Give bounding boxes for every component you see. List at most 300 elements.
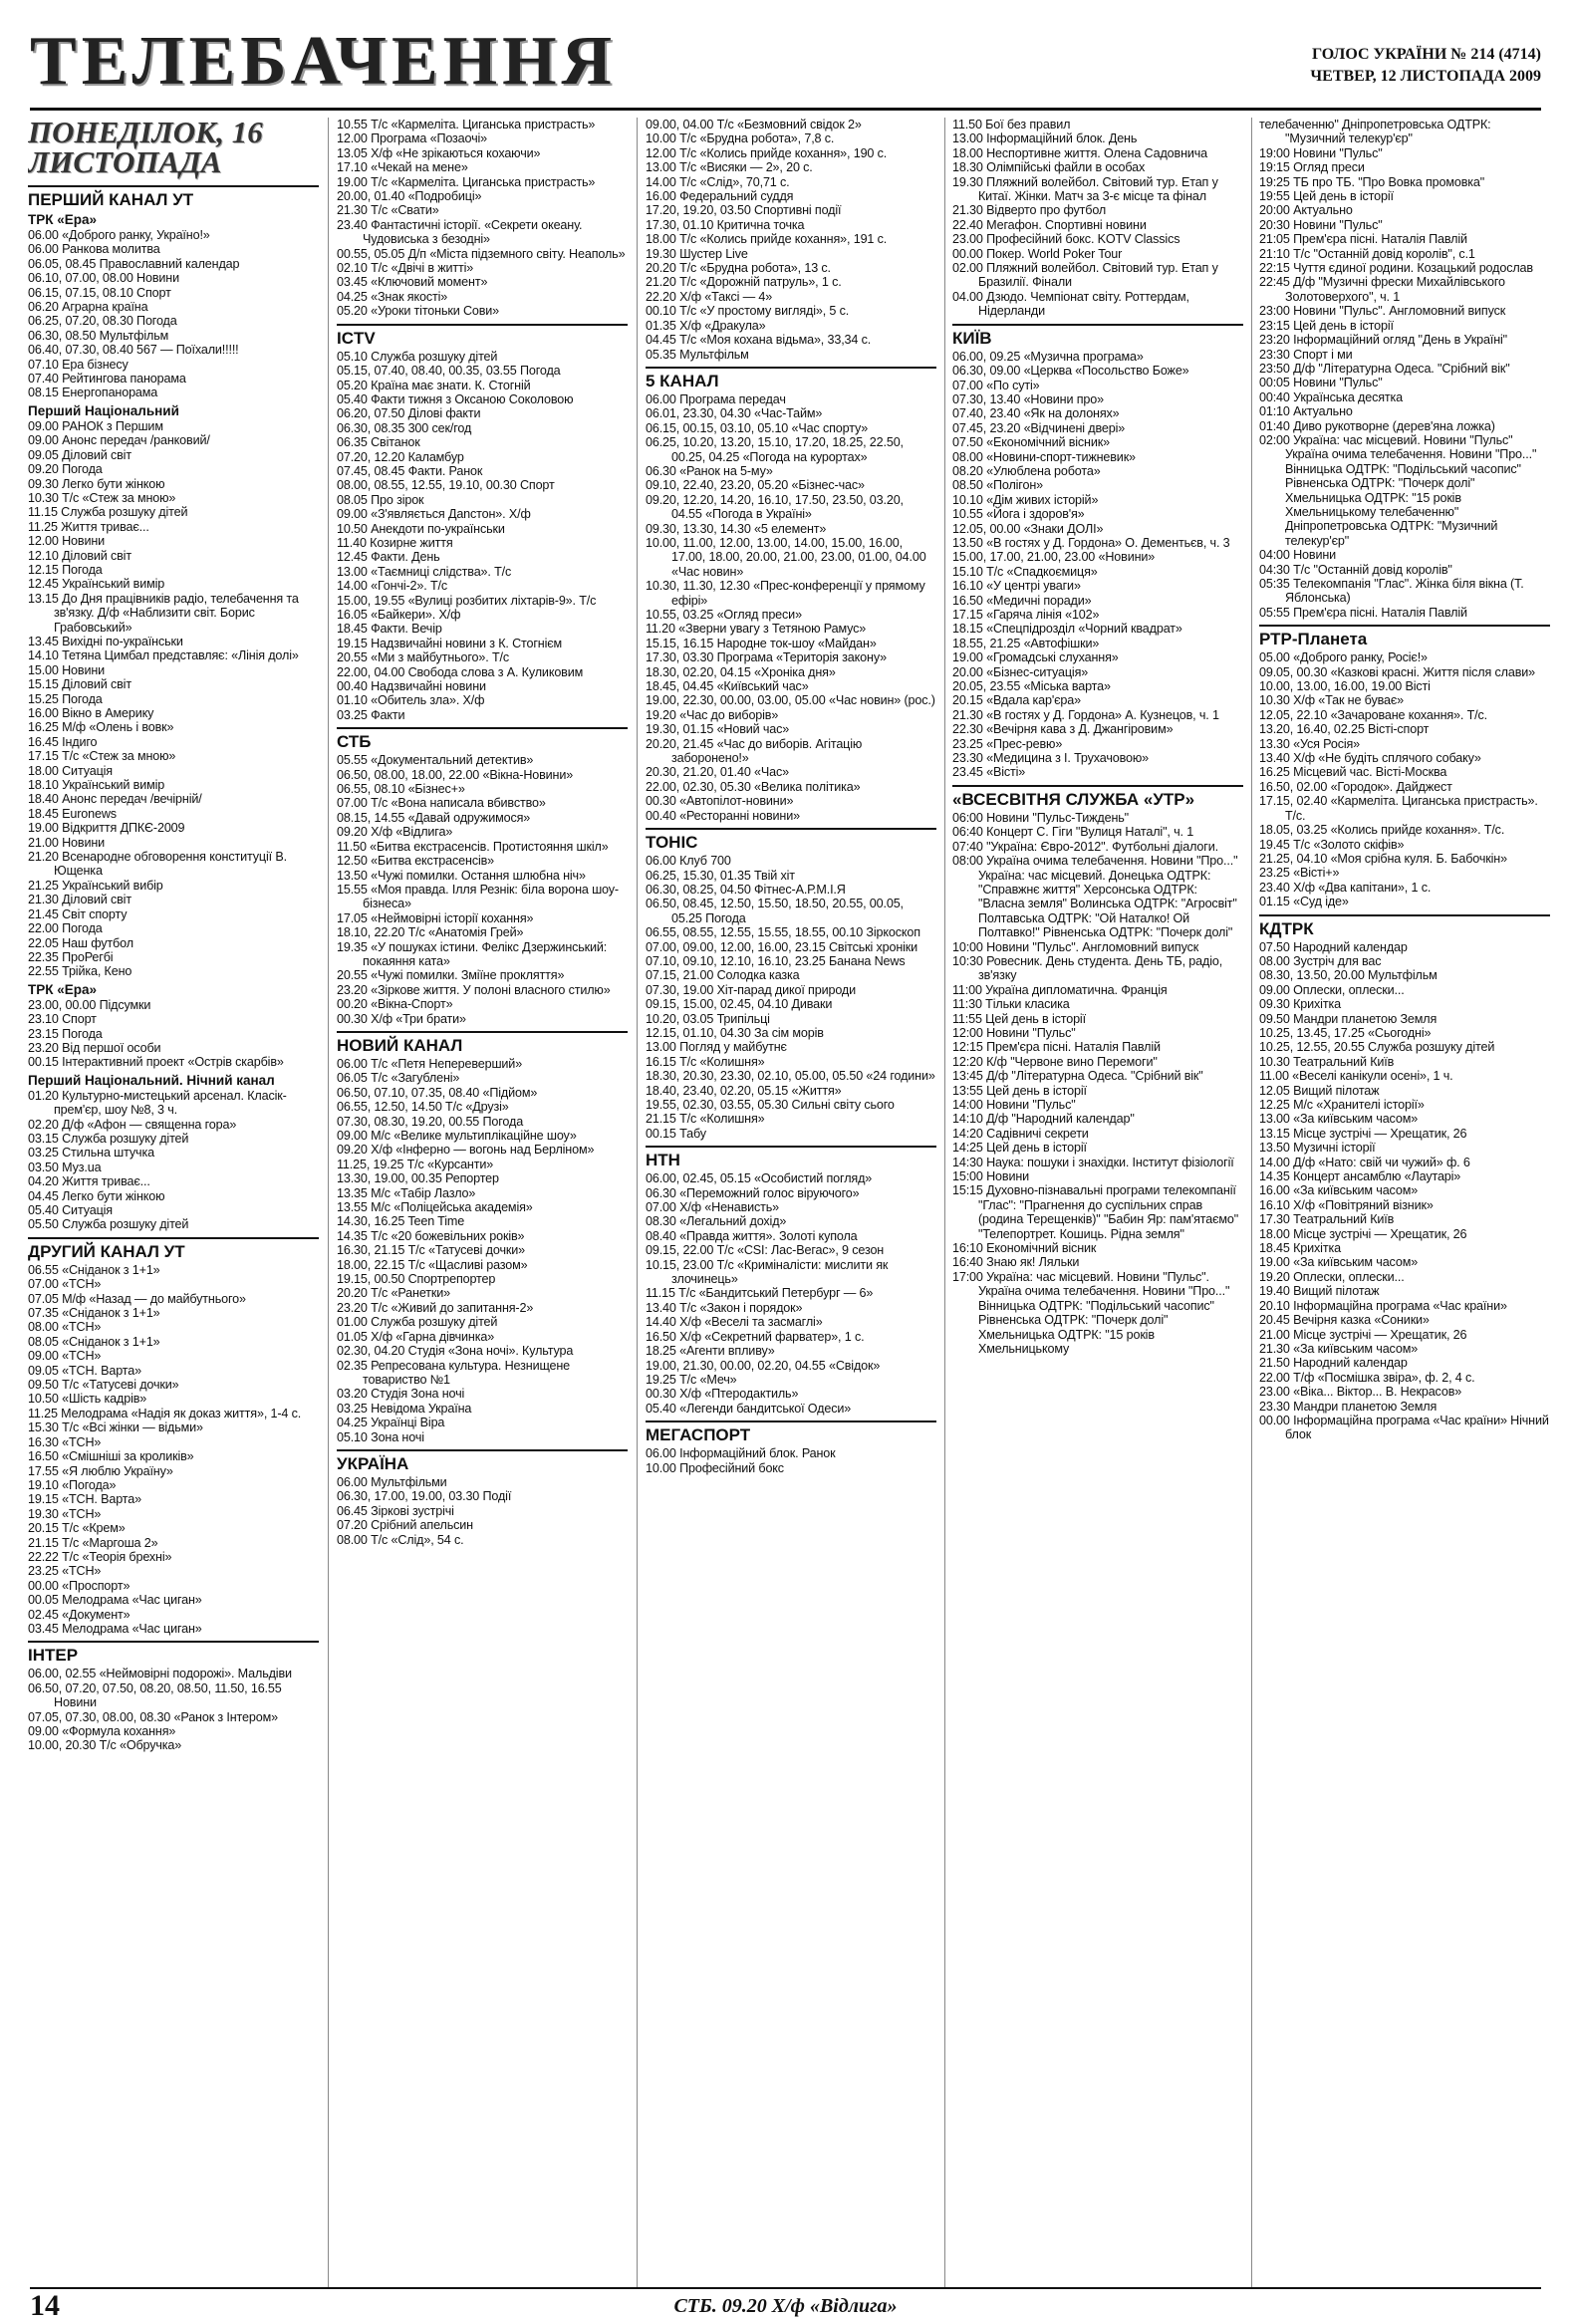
program-entry: 09.10, 22.40, 23.20, 05.20 «Бізнес-час» [646, 478, 865, 493]
program-entry: 14:30 Наука: пошуки і знахідки. Інститут фізіології [952, 1155, 1234, 1169]
program-entry: 21.30 Відверто про футбол [952, 203, 1107, 218]
program-entry: 10:30 Ровесник. День студента. День ТБ, радіо, зв'язку [952, 953, 1223, 983]
channel-heading: УКРАЇНА [337, 1449, 628, 1473]
program-entry: 11.00 «Веселі канікули осені», 1 ч. [1259, 1069, 1453, 1084]
program-entry: 07.20, 12.20 Каламбур [337, 449, 464, 464]
program-entry: 01.15 «Суд іде» [1259, 895, 1349, 909]
program-entry: 12.05 Вищий пілотаж [1259, 1083, 1380, 1098]
program-entry: 06.50, 07.10, 07.35, 08.40 «Підйом» [337, 1085, 538, 1100]
program-entry: 00.20 «Вікна-Спорт» [337, 997, 453, 1012]
program-entry: 20.55 «Ми з майбутнього». Т/с [337, 650, 509, 665]
program-entry: 23.20 «Зіркове життя. У полоні власного стилю» [337, 982, 611, 997]
program-entry: 22.35 ПроРегбі [28, 949, 114, 964]
program-entry: 06:40 Концерт С. Гіги "Вулиця Наталі", ч. 1 [952, 825, 1194, 840]
program-entry: 06.30, 08.50 Мультфільм [28, 328, 169, 343]
program-entry: 15:00 Новини [952, 1169, 1030, 1184]
program-entry: 17.30, 03.30 Програма «Територія закону» [646, 650, 887, 665]
program-entry: 15.10 Т/с «Спадкоємиця» [952, 564, 1098, 579]
program-entry: 06.50, 07.20, 07.50, 08.20, 08.50, 11.50, 16.55 Новини [28, 1680, 282, 1710]
program-entry: 19.55, 02.30, 03.55, 05.30 Сильні світу сього [646, 1098, 895, 1112]
program-entry: 07.00 Х/ф «Ненависть» [646, 1200, 780, 1215]
program-entry: 09.05 «ТСН. Варта» [28, 1363, 141, 1378]
program-entry: 16.00 Вікно в Америку [28, 706, 154, 720]
program-entry: 06.25, 07.20, 08.30 Погода [28, 314, 177, 329]
program-entry: 16.25 Місцевий час. Вісті-Москва [1259, 765, 1447, 780]
program-entry: 02.20 Д/ф «Афон — священна гора» [28, 1117, 237, 1132]
program-entry: 03.20 Студія Зона ночі [337, 1387, 465, 1402]
program-entry: 17.10 «Чекай на мене» [337, 160, 468, 175]
channel-heading: РТР-Планета [1259, 625, 1550, 648]
program-entry: 07.05 М/ф «Назад — до майбутнього» [28, 1291, 246, 1306]
program-entry: 00.00 Покер. World Poker Tour [952, 246, 1123, 261]
program-entry: 10.50 Анекдоти по-українськи [337, 521, 505, 536]
program-entry: 00.00 Інформаційна програма «Час країни» Нічний блок [1259, 1413, 1549, 1442]
program-entry: 06.50, 08.45, 12.50, 15.50, 18.50, 20.55, 00.05, 05.25 Погода [646, 897, 904, 925]
program-entry: 02.30, 04.20 Студія «Зона ночі». Культура [337, 1344, 574, 1359]
program-entry: 08:00 Україна очима телебачення. Новини "Про..." Україна: час місцевий. Донецька ОДТРК: "Справжнє життя" Херсонська ОДТРК: "Власна земля" Волинська ОДТРК: "Агросвіт" Полтавська ОДТРК: "Ой Наталко! Ой Полтавко!" Рівненська ОДТРК: "Почерк долі" [952, 854, 1238, 940]
program-entry: 09.30, 13.30, 14.30 «5 елемент» [646, 521, 827, 536]
program-entry: 21.50 Народний календар [1259, 1356, 1408, 1371]
program-entry: 14:20 Садівничі секрети [952, 1126, 1089, 1141]
program-entry: 07.00 Т/с «Вона написала вбивство» [337, 796, 546, 811]
program-entry: 23.25 «Прес-ревю» [952, 736, 1063, 751]
program-entry: 22.05 Наш футбол [28, 935, 133, 950]
channel-heading: КДТРК [1259, 914, 1550, 938]
program-entry: 10.30 Х/ф «Так не буває» [1259, 693, 1404, 708]
program-entry: 20.20, 21.45 «Час до виборів. Агітацію заборонено!» [646, 736, 863, 766]
program-entry: 03.45 Мелодрама «Час циган» [28, 1621, 202, 1636]
program-entry: 07.50 Народний календар [1259, 939, 1408, 954]
program-entry: 22.00 Погода [28, 921, 103, 936]
program-entry: 05.15, 07.40, 08.40, 00.35, 03.55 Погода [337, 364, 561, 379]
program-entry: 04.25 Українці Віра [337, 1416, 445, 1430]
program-entry: 22.55 Трійка, Кено [28, 964, 132, 979]
program-entry: 18.40 Анонс передач /вечірній/ [28, 792, 202, 807]
program-entry: 07:40 "Україна: Євро-2012". Футбольні діалоги. [952, 839, 1218, 854]
program-entry: 19:25 ТБ про ТБ. "Про Вовка промовка" [1259, 174, 1485, 189]
program-entry: 06.30, 08.25, 04.50 Фітнес-А.Р.М.І.Я [646, 882, 846, 897]
program-entry: 21.30 «В гостях у Д. Гордона» А. Кузнецов, ч. 1 [952, 707, 1219, 722]
program-entry: 06.25, 15.30, 01.35 Твій хіт [646, 868, 795, 883]
program-entry: 05:55 Прем'єра пісні. Наталія Павлій [1259, 605, 1467, 620]
program-entry: 23:15 Цей день в історії [1259, 318, 1394, 333]
program-entry: 08.40 «Правда життя». Золоті купола [646, 1228, 858, 1243]
program-entry: 09.50 Т/с «Татусеві дочки» [28, 1378, 179, 1393]
program-entry: 10.25, 13.45, 17.25 «Сьогодні» [1259, 1025, 1432, 1040]
program-entry: 06.30 «Переможний голос віруючого» [646, 1185, 860, 1200]
program-entry: 10.50 «Шість кадрів» [28, 1392, 147, 1407]
program-entry: 12.00 Т/с «Колись прийде кохання», 190 с. [646, 145, 888, 160]
program-entry: 18.30 Олімпійські файли в особах [952, 160, 1146, 175]
program-entry: 23.20 Від першої особи [28, 1040, 161, 1055]
program-entry: 00:40 Українська десятка [1259, 389, 1403, 404]
program-entry: 01:10 Актуально [1259, 404, 1353, 419]
program-entry: 20.00 «Бізнес-ситуація» [952, 664, 1089, 679]
program-entry: 13.20, 16.40, 02.25 Вісті-спорт [1259, 722, 1430, 737]
program-entry: 23.40 Х/ф «Два капітани», 1 с. [1259, 880, 1432, 895]
program-entry: 13:45 Д/ф "Літературна Одеса. "Срібний вік" [952, 1069, 1203, 1084]
program-entry: 19:15 Огляд преси [1259, 160, 1365, 175]
program-entry: 02.45 «Документ» [28, 1607, 131, 1622]
program-entry: 19.20 «Час до виборів» [646, 707, 779, 722]
program-entry: 15.55 «Моя правда. Ілля Резнік: біла ворона шоу-бізнеса» [337, 882, 619, 911]
program-entry: 07.05, 07.30, 08.00, 08.30 «Ранок з Інтером» [28, 1709, 278, 1724]
program-entry: 04.25 «Знак якості» [337, 289, 448, 304]
program-entry: 16.15 Т/с «Колишня» [646, 1054, 765, 1069]
program-entry: 13.40 Х/ф «Не будіть сплячого собаку» [1259, 751, 1481, 766]
program-entry: 18.05, 03.25 «Колись прийде кохання». Т/с. [1259, 823, 1505, 838]
program-entry: 04.20 Життя триває... [28, 1174, 150, 1189]
program-entry: 14.35 Концерт ансамблю «Лаутарі» [1259, 1169, 1461, 1184]
program-entry: 21.00 Місце зустрічі — Хрещатик, 26 [1259, 1327, 1467, 1342]
program-entry: 23.15 Погода [28, 1026, 103, 1041]
program-entry: 12.05, 22.10 «Зачароване кохання». Т/с. [1259, 707, 1487, 722]
program-entry: 20.15 «Вдала кар'єра» [952, 693, 1081, 708]
program-entry: 15.25 Погода [28, 691, 103, 706]
program-entry: 18.40, 23.40, 02.20, 05.15 «Життя» [646, 1083, 842, 1098]
program-entry: 07.40, 23.40 «Як на долонях» [952, 406, 1120, 421]
program-entry: 11.15 Служба розшуку дітей [28, 505, 188, 520]
program-entry: 17.30, 01.10 Критична точка [646, 217, 805, 232]
program-entry: 20.10 Інформаційна програма «Час країни» [1259, 1298, 1507, 1313]
program-entry: 06.15, 00.15, 03.10, 05.10 «Час спорту» [646, 420, 869, 435]
program-entry: 09.00 «З'являється Дanстон». Х/ф [337, 507, 531, 522]
program-entry: 00.15 Інтерактивний проект «Острів скарбів» [28, 1055, 284, 1070]
program-entry: 15.00, 17.00, 21.00, 23.00 «Новини» [952, 550, 1156, 565]
paper-issue: ГОЛОС УКРАЇНИ № 214 (4714) [1311, 46, 1541, 63]
program-entry: 13.00 «За київським часом» [1259, 1112, 1419, 1127]
program-entry: 06.30, 08.35 300 сек/год [337, 420, 472, 435]
program-entry: 18.00, 22.15 Т/с «Щасливі разом» [337, 1257, 528, 1272]
program-entry: 19.45 Т/с «Золото скіфів» [1259, 837, 1405, 852]
program-entry: 01.00 Служба розшуку дітей [337, 1315, 498, 1330]
page-number: 14 [30, 2289, 60, 2322]
program-entry: 00.05 Мелодрама «Час циган» [28, 1593, 202, 1608]
program-entry: 16.50, 02.00 «Городок». Дайджест [1259, 779, 1452, 794]
program-entry: 13.05 Х/ф «Не зрікаються кохаючи» [337, 145, 541, 160]
program-entry: 07.00, 09.00, 12.00, 16.00, 23.15 Світські хроніки [646, 939, 918, 954]
program-entry: 12.45 Український вимір [28, 577, 165, 592]
program-entry: 15.00, 19.55 «Вулиці розбитих ліхтарів-9». Т/с [337, 593, 597, 608]
footer-promo: СТБ. 09.20 Х/ф «Відлига» [673, 2295, 898, 2317]
program-entry: 08.05 Про зірок [337, 492, 424, 507]
program-entry: 11:30 Тільки класика [952, 997, 1070, 1012]
tv-listings [28, 118, 1549, 2289]
channel-heading: НОВИЙ КАНАЛ [337, 1031, 628, 1055]
program-entry: 18.00 Т/с «Колись прийде кохання», 191 с. [646, 232, 888, 247]
channel-subheading: ТРК «Ера» [28, 981, 98, 997]
program-entry: 13.45 Вихідні по-українськи [28, 634, 183, 648]
program-entry: 23:50 Д/ф "Літературна Одеса. "Срібний вік" [1259, 361, 1510, 376]
program-entry: 11:00 Україна дипломатична. Франція [952, 982, 1168, 997]
program-entry: 21.45 Світ спорту [28, 906, 128, 921]
channel-heading: СТБ [337, 727, 628, 751]
program-entry: 23.30 «Медицина з І. Трухачовою» [952, 751, 1150, 766]
program-entry: 02.10 Т/с «Двічі в житті» [337, 261, 474, 276]
program-entry: 02:00 Україна: час місцевий. Новини "Пульс" Україна очима телебачення. Новини "Про..." Вінницька ОДТРК: "Подільський часопис" Рівненська ОДТРК: "Почерк долі" Хмельницька ОДТРК: "15 років Хмельницькому телебаченню" Дніпропетровська ОДТРК: "Музичний телекур'єр" [1259, 432, 1537, 548]
program-entry: 23.00 Професійний бокс. KOTV Classics [952, 232, 1180, 247]
program-entry: 05.10 Зона ночі [337, 1429, 424, 1444]
program-entry: 04:00 Новини [1259, 548, 1337, 563]
program-entry: 19.00 «Громадські слухання» [952, 650, 1119, 665]
program-entry: 14:00 Новини "Пульс" [952, 1098, 1076, 1112]
listing-column-4 [952, 118, 1243, 2289]
program-entry: 17.15 «Гаряча лінія «102» [952, 608, 1100, 622]
program-entry: 16.05 «Байкери». Х/ф [337, 608, 461, 622]
program-entry: 07.30, 08.30, 19.20, 00.55 Погода [337, 1114, 524, 1129]
program-entry: 07.30, 19.00 Хіт-парад дикої природи [646, 982, 856, 997]
program-entry: 19.30 Шустер Live [646, 246, 748, 261]
program-entry: 14.00 Т/с «Слід», 70,71 с. [646, 174, 790, 189]
program-entry: 13:55 Цей день в історії [952, 1083, 1087, 1098]
program-entry: 18.00 Місце зустрічі — Хрещатик, 26 [1259, 1226, 1467, 1241]
program-entry: 19.00 «За київським часом» [1259, 1255, 1419, 1270]
program-entry: 06.20, 07.50 Ділові факти [337, 406, 481, 421]
program-entry: 18.25 «Агенти впливу» [646, 1344, 775, 1359]
program-entry: 13.15 До Дня працівників радіо, телебачення та зв'язку. Д/ф «Наблизити світ. Борис Грабовський» [28, 591, 299, 635]
program-entry: 04.45 Т/с «Моя кохана відьма», 33,34 с. [646, 333, 872, 348]
program-entry: 11.20 «Зверни увагу з Тетяною Рамус» [646, 622, 867, 637]
program-entry: 20.45 Вечірня казка «Соники» [1259, 1313, 1430, 1328]
program-entry: 09.20 Х/ф «Відлига» [337, 825, 453, 840]
program-entry: 21:10 Т/с "Останній довід королів", с.1 [1259, 246, 1475, 261]
program-entry: 13.50 Музичні історії [1259, 1141, 1376, 1156]
program-entry: 06.00, 02.45, 05.15 «Особистий погляд» [646, 1171, 873, 1186]
program-entry: 21.00 Новини [28, 835, 106, 850]
program-entry: 22.30 «Вечірня кава з Д. Джангіровим» [952, 722, 1174, 737]
program-entry: 06.40, 07.30, 08.40 567 — Поїхали!!!!! [28, 343, 239, 358]
program-entry: 09.05 Діловий світ [28, 447, 131, 462]
program-entry: 21:05 Прем'єра пісні. Наталія Павлій [1259, 232, 1467, 247]
section-title: ТЕЛЕБАЧЕННЯ [30, 23, 618, 100]
channel-subheading: Перший Національний. Нічний канал [28, 1072, 275, 1088]
program-entry: 00.10 Т/с «У пpостому вигляді», 5 с. [646, 304, 850, 319]
program-entry: 06.15, 07.15, 08.10 Спорт [28, 285, 171, 300]
program-entry: 14.40 Х/ф «Веселі та засмаглі» [646, 1315, 823, 1330]
listing-column-5 [1259, 118, 1550, 2289]
program-entry: 12.50 «Битва екстрасенсів» [337, 854, 495, 869]
program-entry: 19.10 «Погода» [28, 1477, 117, 1492]
program-entry: 18.00 Неспортивне життя. Олена Садовнича [952, 145, 1208, 160]
program-entry: 20.20 Т/с «Ранетки» [337, 1286, 450, 1301]
listing-column-1 [28, 118, 319, 2289]
program-entry: 09.00 РАНОК з Першим [28, 418, 163, 433]
program-entry: телебаченню" Дніпропетровська ОДТРК: "Музичний телекур'єр" [1259, 118, 1491, 146]
program-entry: 06.30, 09.00 «Церква «Посольство Боже» [952, 364, 1189, 379]
program-entry: 08.05 «Сніданок з 1+1» [28, 1334, 160, 1349]
channel-heading: ICTV [337, 324, 628, 348]
program-entry: 09.00 «Формула кохання» [28, 1724, 176, 1738]
program-entry: 06.00 Ранкова молитва [28, 242, 160, 257]
program-entry: 04.00 Дзюдо. Чемпіонат світу. Роттердам, Нідерланди [952, 289, 1189, 319]
program-entry: 06.30, 17.00, 19.00, 03.30 Події [337, 1489, 512, 1504]
program-entry: 09.30 Легко бути жінкою [28, 476, 165, 491]
program-entry: 00.30 Х/ф «Три брати» [337, 1011, 466, 1026]
program-entry: 00.00 «Проспорт» [28, 1578, 131, 1593]
program-entry: 11.15 Т/с «Бандитський Петербург — 6» [646, 1286, 874, 1301]
program-entry: 06.55, 08.10 «Бізнес+» [337, 782, 465, 797]
program-entry: 08.00, 08.55, 12.55, 19.10, 00.30 Спорт [337, 478, 555, 493]
program-entry: 13.00 «Таємниці слідства». Т/с [337, 564, 512, 579]
program-entry: 22.20 Х/ф «Таксі — 4» [646, 289, 773, 304]
channel-heading: ТОНІС [646, 828, 936, 852]
program-entry: 12:00 Новини "Пульс" [952, 1025, 1076, 1040]
footer-rule [30, 2287, 1541, 2289]
program-entry: 18.30, 20.30, 23.30, 02.10, 05.00, 05.50 «24 години» [646, 1069, 935, 1084]
program-entry: 12.00 Новини [28, 534, 106, 549]
program-entry: 19:00 Новини "Пульс" [1259, 145, 1383, 160]
program-entry: 13.50 «Чужі помилки. Остання шлюбна ніч» [337, 868, 586, 883]
program-entry: 07.45, 23.20 «Відчинені двері» [952, 420, 1126, 435]
program-entry: 12.25 М/с «Хранителі історії» [1259, 1098, 1425, 1112]
program-entry: 23.45 «Вісті» [952, 765, 1026, 780]
program-entry: 07.40 Рейтингова панорама [28, 372, 186, 387]
program-entry: 13.40 Т/с «Закон і порядок» [646, 1300, 803, 1315]
program-entry: 08.00 Т/с «Слід», 54 с. [337, 1532, 464, 1547]
program-entry: 13.35 М/с «Табір Лазло» [337, 1185, 476, 1200]
program-entry: 15.15 Діловий світ [28, 677, 131, 692]
program-entry: 19.15 «ТСН. Варта» [28, 1492, 141, 1507]
program-entry: 20.20 Т/с «Брудна робота», 13 с. [646, 261, 831, 276]
program-entry: 22.00 Т/ф «Посмішка звіра», ф. 2, 4 с. [1259, 1370, 1475, 1385]
program-entry: 22:15 Чуття єдиної родини. Козацький родослав [1259, 261, 1533, 276]
program-entry: 00.40 «Ресторанні новини» [646, 808, 800, 823]
program-entry: 19.20 Оплески, оплески... [1259, 1269, 1405, 1284]
channel-subheading: Перший Національний [28, 402, 179, 418]
program-entry: 08.30 «Легальний дохід» [646, 1214, 787, 1229]
program-entry: 18.10 Український вимір [28, 778, 165, 793]
program-entry: 09.00 М/с «Велике мультиплікаційне шоу» [337, 1129, 577, 1143]
program-entry: 18.10, 22.20 Т/с «Анатомія Грей» [337, 925, 524, 940]
program-entry: 22:45 Д/ф "Музичні фрески Михайлівського Золотоверхого", ч. 1 [1259, 275, 1505, 304]
program-entry: 16.10 Х/ф «Повітряний візник» [1259, 1197, 1434, 1212]
program-entry: 16:10 Економічний вісник [952, 1241, 1097, 1256]
program-entry: 19.00, 21.30, 00.00, 02.20, 04.55 «Свідок» [646, 1358, 881, 1373]
program-entry: 22.40 Мегафон. Спортивні новини [952, 217, 1147, 232]
program-entry: 09.20 Х/ф «Інферно — вогонь над Берліном» [337, 1143, 595, 1158]
program-entry: 08.50 «Полігон» [952, 478, 1043, 493]
program-entry: 09.05, 00.30 «Казкові красні. Життя після слави» [1259, 664, 1535, 679]
program-entry: 17:00 Україна: час місцевий. Новини "Пульс". Україна очима телебачення. Новини "Про..." Вінницька ОДТРК: "Подільський часопис" Рівненська ОДТРК: "Почерк долі" Хмельницька ОДТРК: "15 років Хмельницькому [952, 1269, 1230, 1356]
channel-subheading: ТРК «Ера» [28, 212, 98, 227]
program-entry: 05.40 Факти тижня з Оксаною Соколовою [337, 391, 574, 406]
channel-heading: «ВСЕСВІТНЯ СЛУЖБА «УТР» [952, 785, 1243, 809]
program-entry: 17.20, 19.20, 03.50 Спортивні події [646, 203, 842, 218]
program-entry: 09.30 Крихітка [1259, 997, 1341, 1012]
program-entry: 10:00 Новини "Пульс". Англомовний випуск [952, 939, 1199, 954]
program-entry: 14.00 «Гончі-2». Т/с [337, 579, 448, 594]
program-entry: 21.30 «За київським часом» [1259, 1341, 1419, 1356]
program-entry: 14:10 Д/ф "Народний календар" [952, 1112, 1135, 1127]
program-entry: 17.15 Т/с «Стеж за мною» [28, 749, 176, 764]
program-entry: 18.45 Крихітка [1259, 1241, 1341, 1256]
program-entry: 07.20 Срібний апельсин [337, 1518, 473, 1533]
program-entry: 20.55 «Чужі помилки. Зміїне прокляття» [337, 968, 565, 983]
program-entry: 18.15 «Спецпідрозділ «Чорний квадрат» [952, 622, 1182, 637]
program-entry: 15.30 Т/с «Всі жінки — відьми» [28, 1420, 203, 1435]
program-entry: 18.45, 04.45 «Київський час» [646, 679, 809, 694]
program-entry: 16.25 М/ф «Олень і вовк» [28, 720, 174, 735]
program-entry: 03.45 «Ключовий момент» [337, 275, 488, 290]
program-entry: 11.25 Життя триває... [28, 519, 149, 534]
program-entry: 04:30 Т/с "Останній довід королів" [1259, 562, 1452, 577]
program-entry: 23.10 Спорт [28, 1012, 97, 1027]
program-entry: 05.50 Служба розшуку дітей [28, 1217, 189, 1232]
program-entry: 12:20 К/ф "Червоне вино Перемоги" [952, 1054, 1158, 1069]
program-entry: 21.25, 04.10 «Моя срібна куля. Б. Бабочкін» [1259, 851, 1507, 866]
channel-heading: ПЕРШИЙ КАНАЛ УТ [28, 185, 319, 209]
program-entry: 00.30 Х/ф «Птеродактиль» [646, 1387, 799, 1402]
program-entry: 06.00 Мультфільми [337, 1474, 447, 1489]
program-entry: 06.45 Зіркові зустрічі [337, 1503, 454, 1518]
program-entry: 06.55, 12.50, 14.50 Т/с «Друзі» [337, 1100, 509, 1115]
program-entry: 20:00 Актуально [1259, 203, 1353, 218]
program-entry: 06.05 Т/с «Загублені» [337, 1071, 460, 1086]
program-entry: 11.50 «Битва екстрасенсів. Протистояння шкіл» [337, 839, 609, 854]
channel-heading: ІНТЕР [28, 1641, 319, 1665]
program-entry: 07.00 «По суті» [952, 378, 1040, 392]
program-entry: 06.00 Інформаційний блок. Ранок [646, 1446, 836, 1461]
program-entry: 16.10 «У центрі уваги» [952, 579, 1081, 594]
program-entry: 08.30, 13.50, 20.00 Мультфільм [1259, 968, 1438, 983]
program-entry: 19.30, 01.15 «Новий час» [646, 722, 790, 737]
program-entry: 14.10 Тетяна Цимбал представляє: «Лінія долі» [28, 648, 299, 663]
program-entry: 14.30, 16.25 Teen Time [337, 1214, 465, 1229]
program-entry: 09.00 «ТСН» [28, 1349, 102, 1364]
program-entry: 16.00 Федеральний суддя [646, 189, 794, 204]
program-entry: 12:15 Прем'єра пісні. Наталія Павлій [952, 1040, 1161, 1055]
program-entry: 09.00, 04.00 Т/с «Безмовний свідок 2» [646, 118, 862, 131]
program-entry: 17.05 «Неймовірні історії кохання» [337, 910, 534, 925]
program-entry: 09.20 Погода [28, 462, 103, 477]
program-entry: 01.20 Культурно-мистецький арсенал. Класік-прем'єр, шоу №8, 3 ч. [28, 1088, 287, 1118]
program-entry: 01:40 Диво рукотворне (дерев'яна ложка) [1259, 418, 1495, 433]
program-entry: 05.20 «Уроки тітоньки Сови» [337, 304, 500, 319]
program-entry: 14.00 Д/ф «Нато: свій чи чужий» ф. 6 [1259, 1155, 1470, 1169]
program-entry: 17.55 «Я люблю Україну» [28, 1463, 173, 1478]
program-entry: 22.00, 02.30, 05.30 «Велика політика» [646, 779, 861, 794]
program-entry: 16.50 «Смішніші за кроликів» [28, 1449, 194, 1464]
program-entry: 12.10 Діловий світ [28, 548, 131, 563]
program-entry: 11.50 Бої без правил [952, 118, 1071, 131]
program-entry: 13.30, 19.00, 00.35 Репортер [337, 1171, 499, 1186]
program-entry: 09.15, 22.00 Т/с «CSI: Лас-Вегас», 9 сезон [646, 1243, 885, 1258]
program-entry: 23:20 Інформаційний огляд "День в Україні" [1259, 333, 1507, 348]
program-entry: 20.00, 01.40 «Подробиці» [337, 189, 482, 204]
program-entry: 10.55 Т/с «Кармеліта. Циганська пристрасть» [337, 118, 596, 131]
program-entry: 21.15 Т/с «Маргоша 2» [28, 1535, 158, 1550]
program-entry: 04.45 Легко бути жінкою [28, 1188, 165, 1203]
program-entry: 06.55 «Сніданок з 1+1» [28, 1262, 160, 1277]
program-entry: 07.10 Ера бізнесу [28, 357, 129, 372]
program-entry: 09.20, 12.20, 14.20, 16.10, 17.50, 23.50, 03.20, 04.55 «Погода в Україні» [646, 492, 904, 522]
program-entry: 19.35 «У пошуках істини. Фелікс Дзержинський: покаяння ката» [337, 939, 608, 968]
program-entry: 08.00 «ТСН» [28, 1320, 102, 1335]
channel-heading: 5 КАНАЛ [646, 367, 936, 390]
program-entry: 06.10, 07.00, 08.00 Новини [28, 271, 179, 286]
program-entry: 08.00 «Новини-спорт-тижневик» [952, 449, 1136, 464]
program-entry: 12.00 Програма «Позаочі» [337, 131, 488, 146]
program-entry: 01.35 Х/ф «Дракула» [646, 318, 766, 333]
program-entry: 23.20 Т/с «Живий до запитання-2» [337, 1300, 534, 1315]
program-entry: 13.30 «Уся Росія» [1259, 736, 1361, 751]
program-entry: 23.25 «Вісті+» [1259, 866, 1340, 881]
program-entry: 14:25 Цей день в історії [952, 1141, 1087, 1156]
program-entry: 19.30 «ТСН» [28, 1506, 102, 1521]
column-divider [1251, 118, 1252, 2289]
program-entry: 11:55 Цей день в історії [952, 1011, 1086, 1026]
program-entry: 20.15 Т/с «Крем» [28, 1521, 126, 1536]
